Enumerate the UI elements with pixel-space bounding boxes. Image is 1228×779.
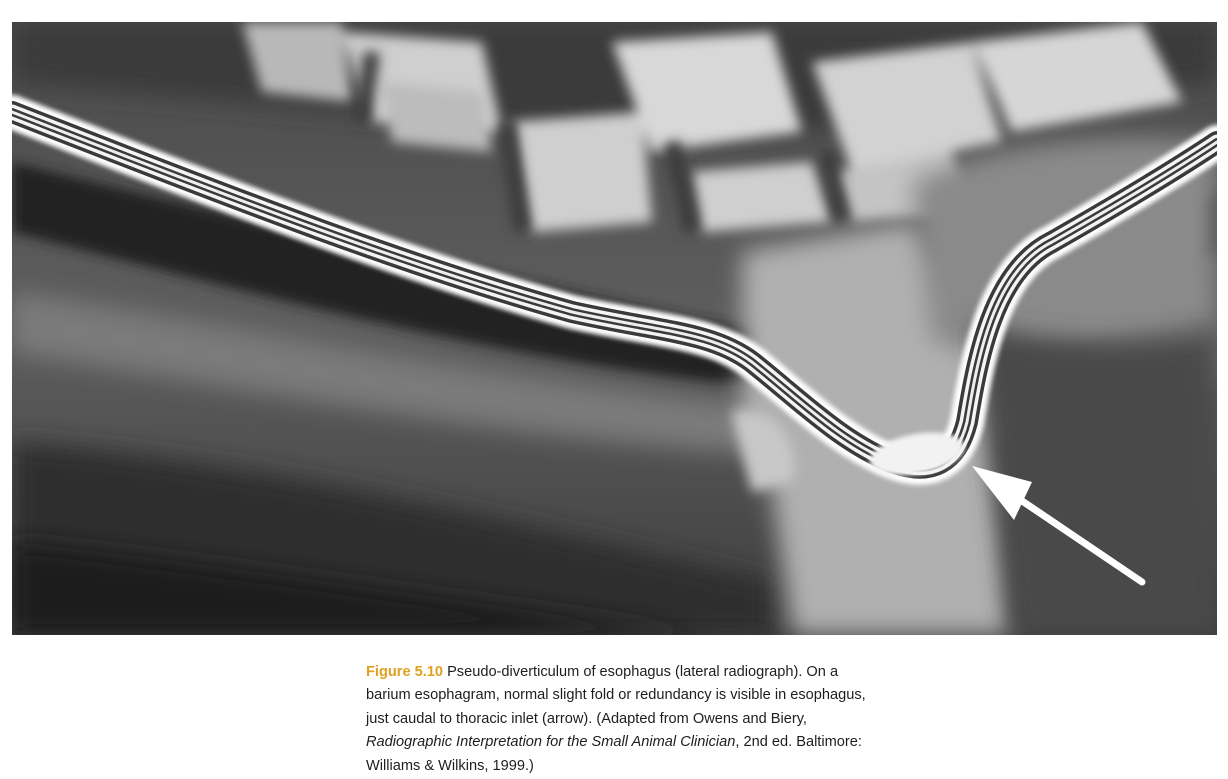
caption-citation: , 2nd ed. Baltimore: Williams & Wilkins, 1999.) [366,734,862,774]
caption-text: Pseudo-diverticulum of esophagus (lateral radiograph). On a barium esophagram, normal slight fold or redundancy is visible in esophagus, just caudal to thoracic inlet (arrow). (Adapted from Owens and Biery, [366,664,866,727]
caption-book-title: Radiographic Interpretation for the Small Animal Clinician [366,734,736,751]
figure-caption [366,661,866,778]
radiograph-image [12,22,1217,635]
figure-label: Figure 5.10 [366,664,444,680]
